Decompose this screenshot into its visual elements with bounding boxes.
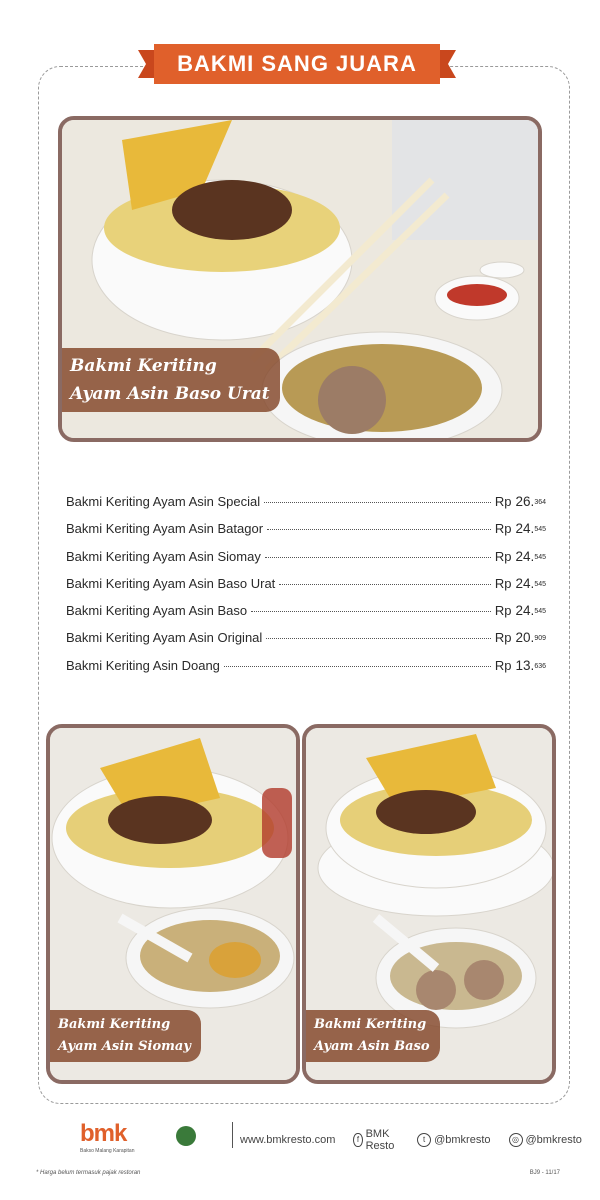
menu-item-name: Bakmi Keriting Ayam Asin Original <box>66 630 263 646</box>
facebook-label: BMK Resto <box>365 1128 395 1152</box>
menu-item-price: 24. <box>515 575 535 591</box>
menu-item <box>66 521 546 548</box>
menu-item-name: Bakmi Keriting Ayam Asin Special <box>66 494 261 509</box>
twitter-icon: t <box>417 1133 431 1147</box>
currency-label: Rp <box>494 521 512 537</box>
menu-item <box>66 630 546 657</box>
footer-divider <box>232 1122 233 1148</box>
logo-subtitle: Bakso Malang Karapitan <box>80 1148 135 1154</box>
baso-caption <box>306 1010 440 1062</box>
siomay-caption-line1: Bakmi Keriting <box>58 1017 171 1032</box>
menu-item-cents: 909 <box>534 635 546 643</box>
menu-list <box>66 494 546 685</box>
menu-item-price: 24. <box>515 603 535 619</box>
menu-item <box>66 658 546 685</box>
website-link[interactable]: www.bmkresto.com <box>240 1134 336 1146</box>
menu-item-price: 13. <box>515 657 535 673</box>
instagram-icon: ◎ <box>509 1133 523 1147</box>
siomay-food-photo <box>46 724 300 1084</box>
hero-caption-line2: Ayam Asin Baso Urat <box>70 384 270 404</box>
halal-logo-icon <box>176 1126 196 1146</box>
hero-caption-line1: Bakmi Keriting <box>70 356 217 376</box>
menu-item-price: 24. <box>515 521 535 537</box>
hero-food-photo <box>58 116 542 442</box>
footer <box>80 1118 582 1154</box>
tax-note: * Harga belum termasuk pajak restoran <box>36 1170 141 1176</box>
currency-label: Rp <box>494 630 512 646</box>
currency-label: Rp <box>494 494 512 509</box>
facebook-icon: f <box>353 1133 362 1147</box>
facebook-link[interactable] <box>353 1128 399 1152</box>
currency-label: Rp <box>494 548 512 564</box>
instagram-label: @bmkresto <box>525 1134 582 1146</box>
twitter-label: @bmkresto <box>434 1134 491 1146</box>
instagram-link[interactable] <box>509 1128 582 1152</box>
baso-caption-line2: Ayam Asin Baso <box>314 1039 430 1054</box>
baso-food-photo <box>302 724 556 1084</box>
menu-item-price: 26. <box>515 494 535 509</box>
siomay-caption <box>50 1010 201 1062</box>
currency-label: Rp <box>494 575 512 591</box>
menu-item-name: Bakmi Keriting Asin Doang <box>66 657 220 673</box>
title-ribbon <box>148 44 446 84</box>
menu-item-cents: 364 <box>534 499 546 506</box>
currency-label: Rp <box>494 603 512 619</box>
menu-item <box>66 494 546 521</box>
menu-item-cents: 636 <box>534 662 546 670</box>
page-title: BAKMI SANG JUARA <box>154 44 440 84</box>
menu-item-name: Bakmi Keriting Ayam Asin Baso <box>66 603 248 619</box>
menu-item <box>66 549 546 576</box>
menu-item-name: Bakmi Keriting Ayam Asin Baso Urat <box>66 575 276 591</box>
menu-item-cents: 545 <box>534 553 546 561</box>
print-code: BJ9 - 11/17 <box>529 1170 560 1176</box>
twitter-link[interactable] <box>417 1128 490 1152</box>
social-links <box>240 1128 582 1152</box>
bmk-logo <box>80 1120 134 1154</box>
siomay-caption-line2: Ayam Asin Siomay <box>58 1039 191 1054</box>
currency-label: Rp <box>494 657 512 673</box>
logo-text: bmk <box>80 1120 127 1147</box>
menu-item-cents: 545 <box>534 526 546 534</box>
menu-item-price: 20. <box>515 630 535 646</box>
menu-item-cents: 545 <box>534 608 546 616</box>
menu-item-cents: 545 <box>534 580 546 588</box>
menu-item <box>66 576 546 603</box>
baso-caption-line1: Bakmi Keriting <box>314 1017 427 1032</box>
menu-item-name: Bakmi Keriting Ayam Asin Batagor <box>66 521 264 537</box>
menu-item <box>66 603 546 630</box>
hero-caption <box>62 348 280 412</box>
menu-item-name: Bakmi Keriting Ayam Asin Siomay <box>66 548 261 564</box>
menu-item-price: 24. <box>515 548 535 564</box>
